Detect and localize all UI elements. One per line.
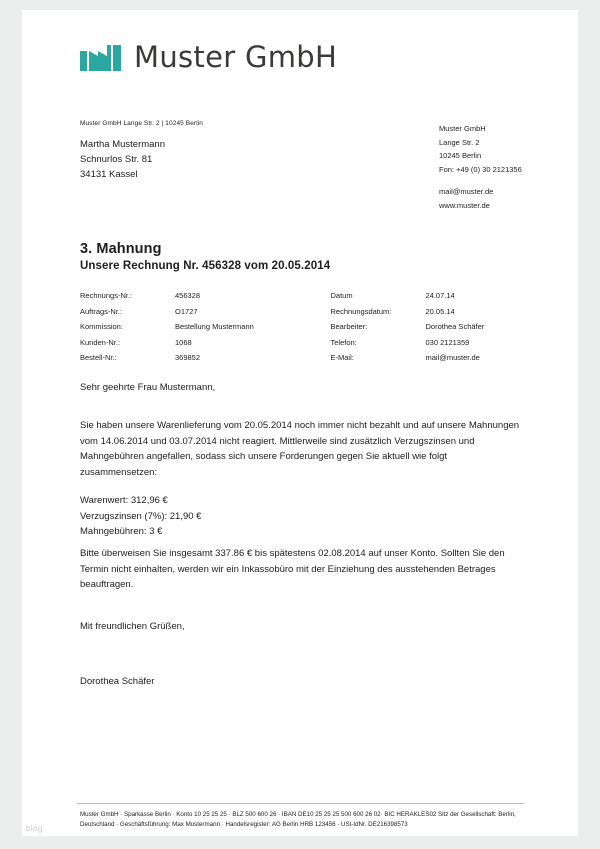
amount-breakdown <box>80 493 520 540</box>
meta-key: Kommission: <box>80 322 123 331</box>
meta-key: Rechnungs-Nr.: <box>80 291 133 300</box>
meta-value: Dorothea Schäfer <box>425 322 485 331</box>
letter-subject <box>80 241 330 272</box>
recipient-name: Martha Mustermann <box>80 139 166 150</box>
meta-value: mail@muster.de <box>425 353 480 362</box>
footer-divider <box>77 803 524 804</box>
meta-value: 030 2121359 <box>425 337 470 347</box>
meta-row <box>80 304 304 320</box>
meta-column-right <box>304 288 528 366</box>
meta-value: O1727 <box>175 306 198 316</box>
meta-value: 369852 <box>175 353 201 362</box>
meta-value: 1068 <box>175 337 192 347</box>
footer-line-2: Deutschland · Geschäftsführung: Max Mustermann · Handelsregister: AG Berlin HRB 123456 · USt-IdNr. DE216398573 <box>80 820 408 828</box>
company-name: Muster GmbH <box>439 124 486 133</box>
meta-key: Bearbeiter: <box>330 322 368 331</box>
company-city: 10245 Berlin <box>439 151 482 160</box>
subject-reference: Unsere Rechnung Nr. 456328 vom 20.05.2014 <box>80 260 331 272</box>
meta-row <box>331 319 528 335</box>
body-paragraph-1: Sie haben unsere Warenlieferung vom 20.05.2014 noch immer nicht bezahlt und auf unsere Mahnungen vom 14.06.2014 und 03.07.2014 nicht reagiert. Mittlerweile sind zusätzlich Verzugszinsen und Mahngebühren angefallen, sodass sich unsere Forderungen gegen Sie aktuell wie folgt zusammensetzen: <box>80 420 520 478</box>
meta-row <box>331 304 528 320</box>
meta-value: Bestellung Mustermann <box>175 322 254 331</box>
company-street: Lange Str. 2 <box>439 137 480 147</box>
sender-address-line: Muster GmbH Lange Str. 2 | 10245 Berlin <box>80 120 204 127</box>
meta-key: Auftrags-Nr.: <box>80 306 123 316</box>
meta-key: Telefon: <box>330 337 357 347</box>
amount-fees: Mahngebühren: 3 € <box>80 526 163 537</box>
company-phone: Fon: +49 (0) 30 2121356 <box>439 164 522 174</box>
meta-row <box>331 335 528 351</box>
page-footer <box>80 810 530 829</box>
meta-value: 20.05.14 <box>425 306 455 316</box>
letter-page <box>22 10 578 836</box>
footer-line-1: Muster GmbH · Sparkasse Berlin · Konto 10 25 25 25 · BLZ 500 600 26 · IBAN DE10 25 25 25 500 600 26 02· BIC HERAKLES02 Sitz der Gesellschaft: Berlin, <box>80 811 516 818</box>
meta-value: 24.07.14 <box>425 291 455 300</box>
meta-row <box>80 350 304 366</box>
meta-key: E-Mail: <box>330 353 354 362</box>
meta-row <box>80 288 304 304</box>
salutation: Sehr geehrte Frau Mustermann, <box>80 382 216 393</box>
company-website: www.muster.de <box>439 200 490 210</box>
meta-column-left <box>80 288 304 366</box>
meta-row <box>331 350 528 366</box>
watermark: blog <box>26 824 43 833</box>
signature-name: Dorothea Schäfer <box>80 676 155 687</box>
amount-interest: Verzugszinsen (7%): 21,90 € <box>80 510 202 522</box>
meta-key: Bestell-Nr.: <box>80 353 117 362</box>
recipient-address <box>80 137 165 182</box>
closing-greeting: Mit freundlichen Grüßen, <box>80 621 185 632</box>
meta-row <box>80 319 304 335</box>
factory-icon <box>80 45 122 71</box>
body-paragraph-3: Bitte überweisen Sie insgesamt 337.86 € bis spätestens 02.08.2014 auf unser Konto. Sollten Sie den Termin nicht einhalten, werden wir ein Inkassobüro mit der Einziehung des ausstehenden Betrages beauftragen. <box>80 548 505 590</box>
meta-key: Kunden-Nr.: <box>80 337 121 347</box>
letter-content <box>77 10 527 836</box>
company-email: mail@muster.de <box>439 187 494 196</box>
meta-key: Rechnungsdatum: <box>330 306 392 316</box>
subject-title: 3. Mahnung <box>80 241 162 257</box>
spacer <box>439 176 522 185</box>
company-contact-block <box>439 122 522 212</box>
meta-key: Datum <box>330 291 353 300</box>
meta-value: 456328 <box>175 291 201 300</box>
recipient-street: Schnurlos Str. 81 <box>80 154 153 165</box>
meta-row <box>331 288 528 304</box>
amount-goods: Warenwert: 312,96 € <box>80 495 168 506</box>
meta-row <box>80 335 304 351</box>
recipient-city: 34131 Kassel <box>80 169 138 180</box>
company-logo <box>80 40 338 74</box>
document-meta <box>80 288 527 366</box>
logo-text: Muster GmbH <box>134 40 338 74</box>
